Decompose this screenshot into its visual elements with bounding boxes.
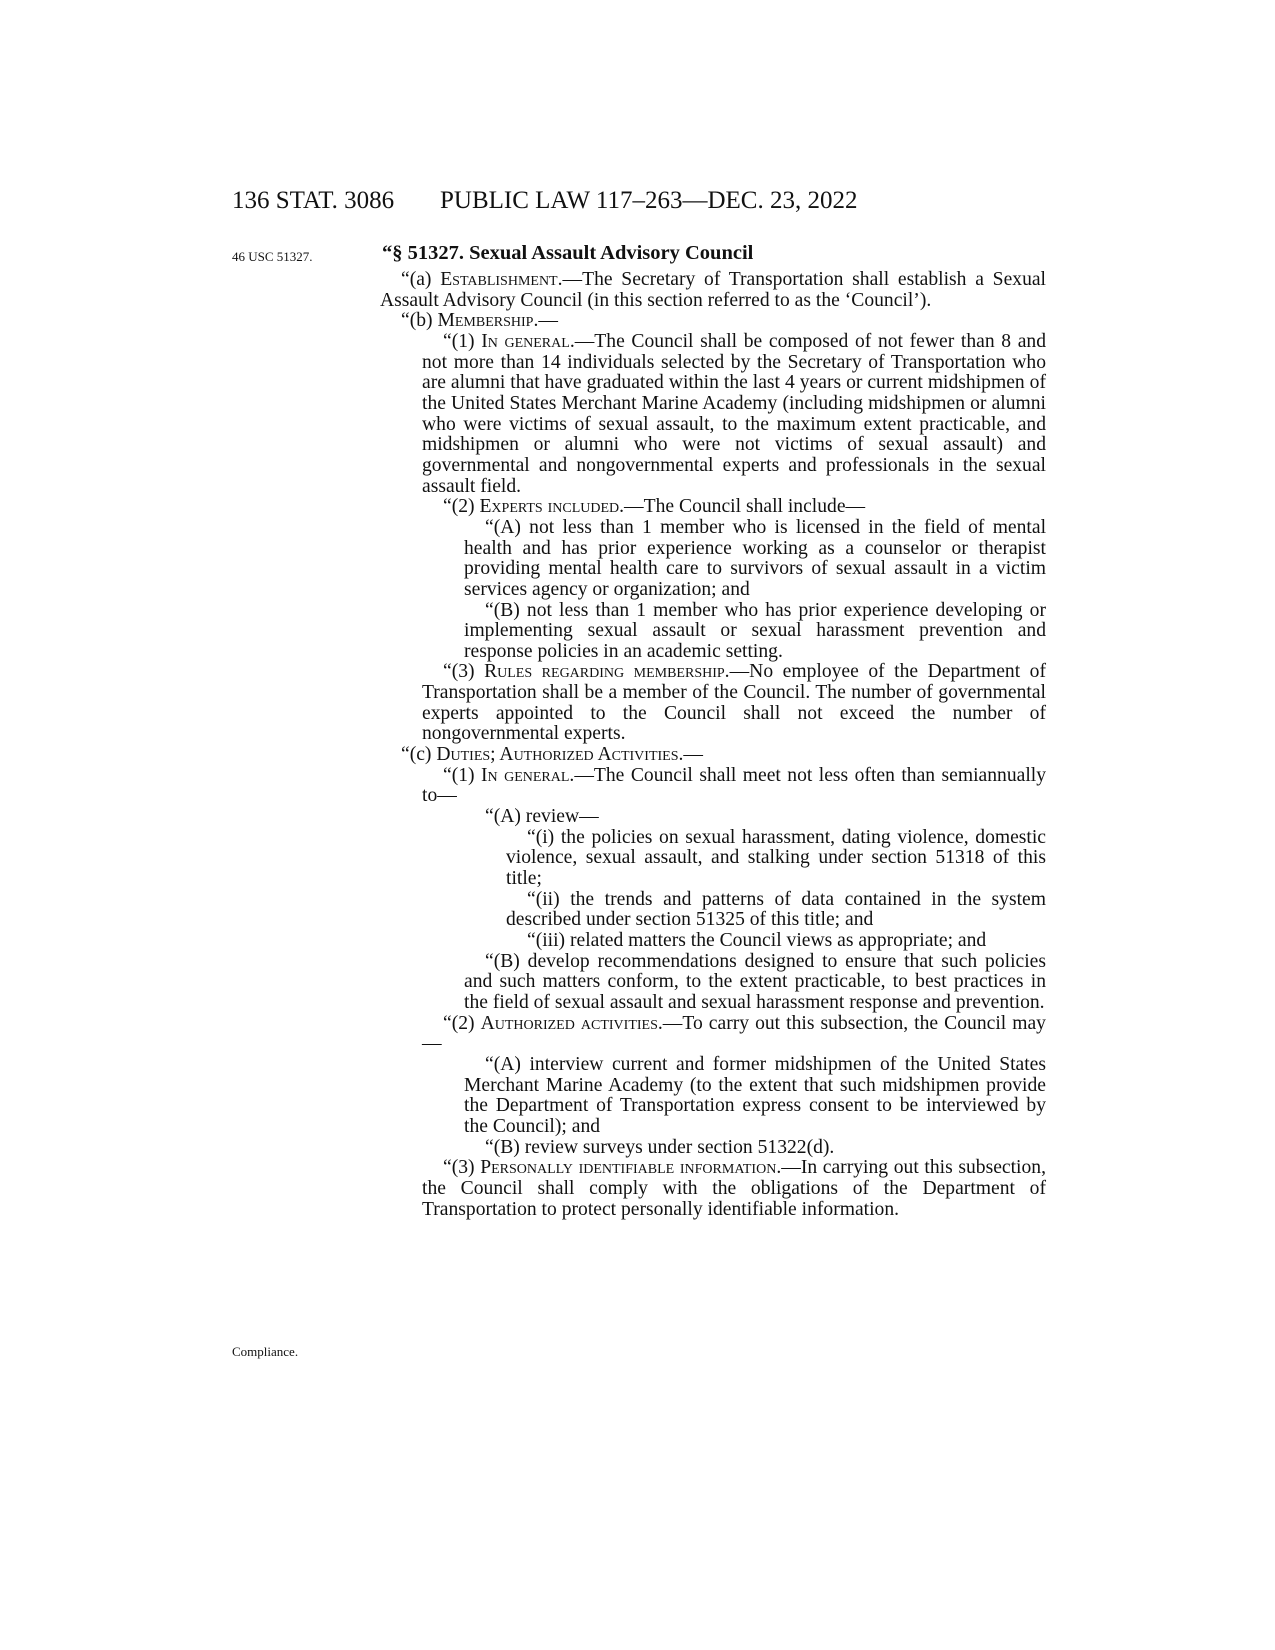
margin-note-compliance: Compliance.: [232, 1344, 299, 1359]
paragraph-c1: [422, 766, 1046, 807]
paragraph-label: “(ii): [527, 888, 571, 910]
paragraph-label: “(c): [401, 744, 437, 766]
paragraph-label: “(3): [443, 661, 485, 683]
paragraph-heading: In general: [481, 764, 570, 786]
paragraph-c1Ai: [506, 828, 1046, 890]
paragraph-label: “(B): [485, 599, 527, 621]
paragraph-c3: [422, 1158, 1046, 1220]
paragraph-heading: Authorized activities: [480, 1012, 658, 1034]
paragraph-text: develop recommendations designed to ensure that such policies and such matters conform, to the extent practicable, to best practices in the field of sexual assault and sexual harassment response and prevention.: [464, 950, 1046, 1013]
paragraph-b1: [422, 332, 1046, 497]
paragraph-text: the trends and patterns of data contained in the system described under section 51325 of this title; and: [506, 888, 1046, 931]
paragraph-c2B: [464, 1138, 1046, 1159]
paragraph-b3: [422, 662, 1046, 745]
paragraph-heading: Experts included: [479, 496, 620, 518]
paragraph-label: “(1): [443, 330, 482, 352]
paragraph-a: [380, 270, 1046, 311]
paragraph-text: .—The Council shall include—: [619, 496, 866, 518]
paragraph-c1A: [464, 807, 1046, 828]
paragraph-text: .—The Council shall be composed of not fewer than 8 and not more than 14 individuals selected by the Secretary of Transportation who are alumni that have graduated within the last 4 years or current midshipmen of the United States Merchant Marine Academy (including midshipmen or alumni who were victims of sexual assault, to the maximum extent practicable, and midshipmen or alumni who were not victims of sexual assault) and governmental and nongovernmental experts and professionals in the sexual assault field.: [422, 330, 1047, 497]
paragraph-text: review—: [525, 806, 599, 828]
paragraph-text: interview current and former midshipmen of the United States Merchant Marine Academy (to the extent that such midshipmen provide the Department of Transportation express consent to be interviewed by the Council); and: [464, 1053, 1047, 1137]
paragraph-text: the policies on sexual harassment, dating violence, domestic violence, sexual assault, and stalking under section 51318 of this title;: [506, 826, 1047, 890]
paragraph-label: “(i): [527, 826, 561, 848]
paragraph-text: .—: [678, 744, 704, 766]
margin-note-usc-citation: 46 USC 51327.: [232, 249, 313, 264]
paragraph-heading: Personally identifiable information: [480, 1157, 777, 1179]
paragraph-text: review surveys under section 51322(d).: [524, 1136, 835, 1158]
paragraph-c1Aiii: [506, 931, 1046, 952]
paragraph-label: “(B): [485, 1136, 525, 1158]
paragraph-label: “(B): [485, 950, 528, 972]
paragraph-c1B: [464, 952, 1046, 1014]
paragraph-text: not less than 1 member who is licensed in the field of mental health and has prior experience working as a counselor or therapist providing mental health care to survivors of sexual assault in a victim services agency or organization; and: [464, 516, 1047, 600]
paragraph-label: “(b): [401, 310, 438, 332]
paragraph-b2B: [464, 601, 1046, 663]
paragraph-label: “(iii): [527, 930, 570, 951]
paragraph-label: “(A): [485, 516, 530, 538]
section-body: [380, 270, 1046, 1220]
paragraph-text: .—: [533, 310, 558, 332]
paragraph-label: “(3): [443, 1157, 481, 1179]
paragraph-label: “(A): [485, 806, 526, 828]
paragraph-text: related matters the Council views as appropriate; and: [569, 930, 987, 951]
paragraph-heading: Establishment: [440, 269, 558, 290]
paragraph-b2A: [464, 518, 1046, 601]
paragraph-b: [380, 311, 1046, 332]
paragraph-heading: Membership: [437, 310, 534, 332]
paragraph-text: .—The Secretary of Transportation shall establish a Sexual Assault Advisory Council (in this section referred to as the ‘Council’).: [380, 269, 1047, 311]
paragraph-label: “(a): [401, 269, 441, 290]
paragraph-b2: [422, 497, 1046, 518]
page-number: 136 STAT. 3086: [232, 187, 395, 214]
paragraph-c2: [422, 1014, 1046, 1055]
paragraph-label: “(2): [443, 496, 480, 518]
paragraph-text: .—No employee of the Department of Transportation shall be a member of the Council. The number of governmental experts appointed to the Council shall not exceed the number of nongovernmental experts.: [422, 661, 1046, 745]
paragraph-label: “(1): [443, 764, 481, 786]
section-heading: “§ 51327. Sexual Assault Advisory Council: [382, 242, 754, 264]
paragraph-c1Aii: [506, 890, 1046, 931]
paragraph-text: not less than 1 member who has prior experience developing or implementing sexual assault or sexual harassment prevention and response policies in an academic setting.: [464, 599, 1046, 662]
paragraph-heading: Duties; Authorized Activities: [436, 744, 679, 766]
paragraph-c: [380, 745, 1046, 766]
paragraph-label: “(2): [443, 1012, 481, 1034]
paragraph-heading: In general: [481, 330, 570, 352]
running-head: PUBLIC LAW 117–263—DEC. 23, 2022: [440, 187, 858, 214]
paragraph-text: .—To carry out this subsection, the Council may—: [422, 1012, 1046, 1055]
paragraph-text: .—The Council shall meet not less often than semiannually to—: [422, 764, 1046, 807]
paragraph-label: “(A): [485, 1053, 530, 1075]
paragraph-c2A: [464, 1055, 1046, 1138]
paragraph-heading: Rules regarding membership: [484, 661, 725, 683]
paragraph-text: .—In carrying out this subsection, the Council shall comply with the obligations of the Department of Transportation to protect personally identifiable information.: [422, 1157, 1046, 1220]
